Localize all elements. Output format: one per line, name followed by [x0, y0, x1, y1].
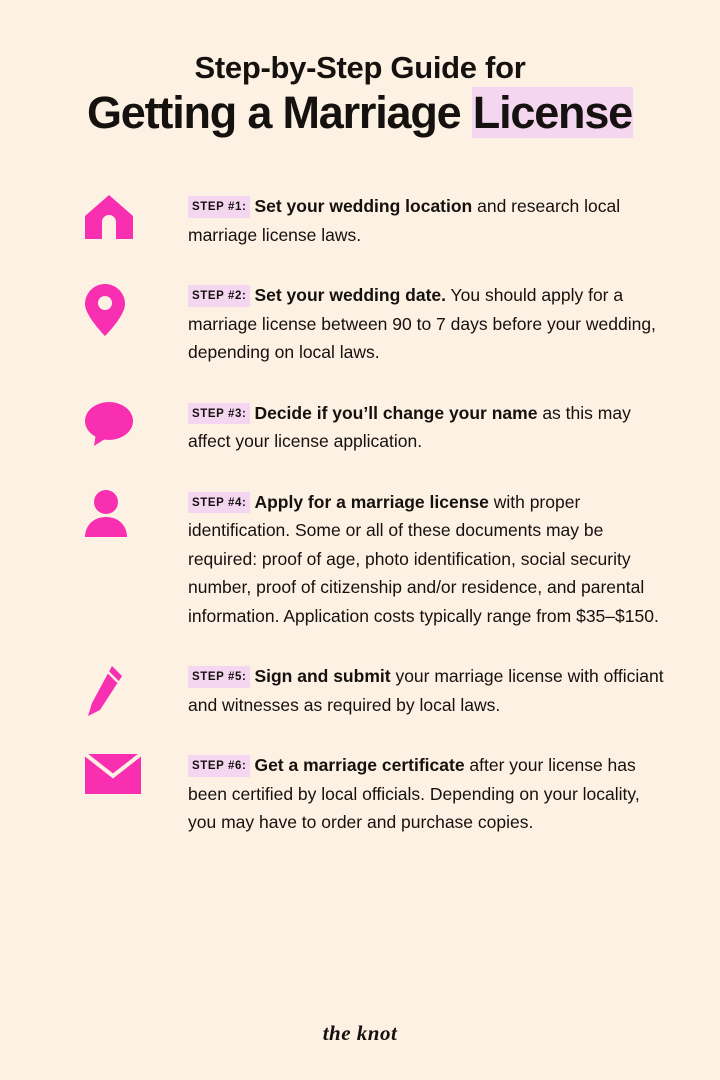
- page-title-plain: Getting a Marriage: [87, 86, 472, 138]
- step-icon-cell: [84, 486, 188, 538]
- step-rest: your marriage license with officiant and witnesses as required by local laws.: [188, 666, 664, 715]
- step-lead: Set your wedding location: [254, 196, 473, 217]
- step-text: [188, 279, 666, 367]
- brand-logo: the knot: [322, 1021, 398, 1045]
- list-item: [84, 486, 666, 631]
- list-item: [84, 749, 666, 837]
- step-text: [188, 749, 666, 837]
- step-badge: STEP #5:: [188, 666, 250, 688]
- person-icon: [84, 490, 128, 538]
- list-item: [84, 190, 666, 249]
- step-text: [188, 660, 666, 719]
- step-lead: Set your wedding date.: [254, 285, 447, 306]
- page-title: [0, 88, 720, 138]
- step-badge: STEP #6:: [188, 755, 250, 777]
- step-icon-cell: [84, 190, 188, 240]
- step-badge: STEP #2:: [188, 285, 250, 307]
- step-rest: with proper identification. Some or all of these documents may be required: proof of age, photo identification, social security number, proof of citizenship and/or residence, and parental information. Application costs typically range from $35–$150.: [188, 491, 659, 626]
- step-badge: STEP #3:: [188, 403, 250, 425]
- step-lead: Sign and submit: [254, 666, 391, 687]
- page-title-highlight: License: [472, 86, 632, 138]
- step-icon-cell: [84, 749, 188, 795]
- envelope-icon: [84, 753, 142, 795]
- map-pin-icon: [84, 283, 126, 337]
- step-text: [188, 190, 666, 249]
- step-rest: after your license has been certified by local officials. Depending on your locality, you may have to order and purchase copies.: [188, 755, 640, 833]
- page-header: [0, 0, 720, 138]
- step-rest: You should apply for a marriage license between 90 to 7 days before your wedding, depending on local laws.: [188, 285, 656, 363]
- steps-list: [0, 190, 720, 837]
- list-item: [84, 397, 666, 456]
- page-footer: [0, 1021, 720, 1046]
- page-subtitle: Step-by-Step Guide for: [194, 50, 526, 85]
- step-icon-cell: [84, 397, 188, 447]
- house-icon: [84, 194, 134, 240]
- step-text: [188, 486, 666, 631]
- step-lead: Apply for a marriage license: [254, 491, 489, 512]
- speech-bubble-icon: [84, 401, 134, 447]
- step-lead: Get a marriage certificate: [254, 755, 465, 776]
- step-lead: Decide if you’ll change your name: [254, 402, 538, 423]
- step-icon-cell: [84, 660, 188, 718]
- pencil-icon: [84, 664, 124, 718]
- step-rest: and research local marriage license laws.: [188, 196, 621, 245]
- step-icon-cell: [84, 279, 188, 337]
- step-rest: as this may affect your license application.: [188, 402, 631, 452]
- step-badge: STEP #1:: [188, 196, 250, 218]
- step-text: [188, 397, 666, 456]
- list-item: [84, 279, 666, 367]
- step-badge: STEP #4:: [188, 492, 250, 514]
- list-item: [84, 660, 666, 719]
